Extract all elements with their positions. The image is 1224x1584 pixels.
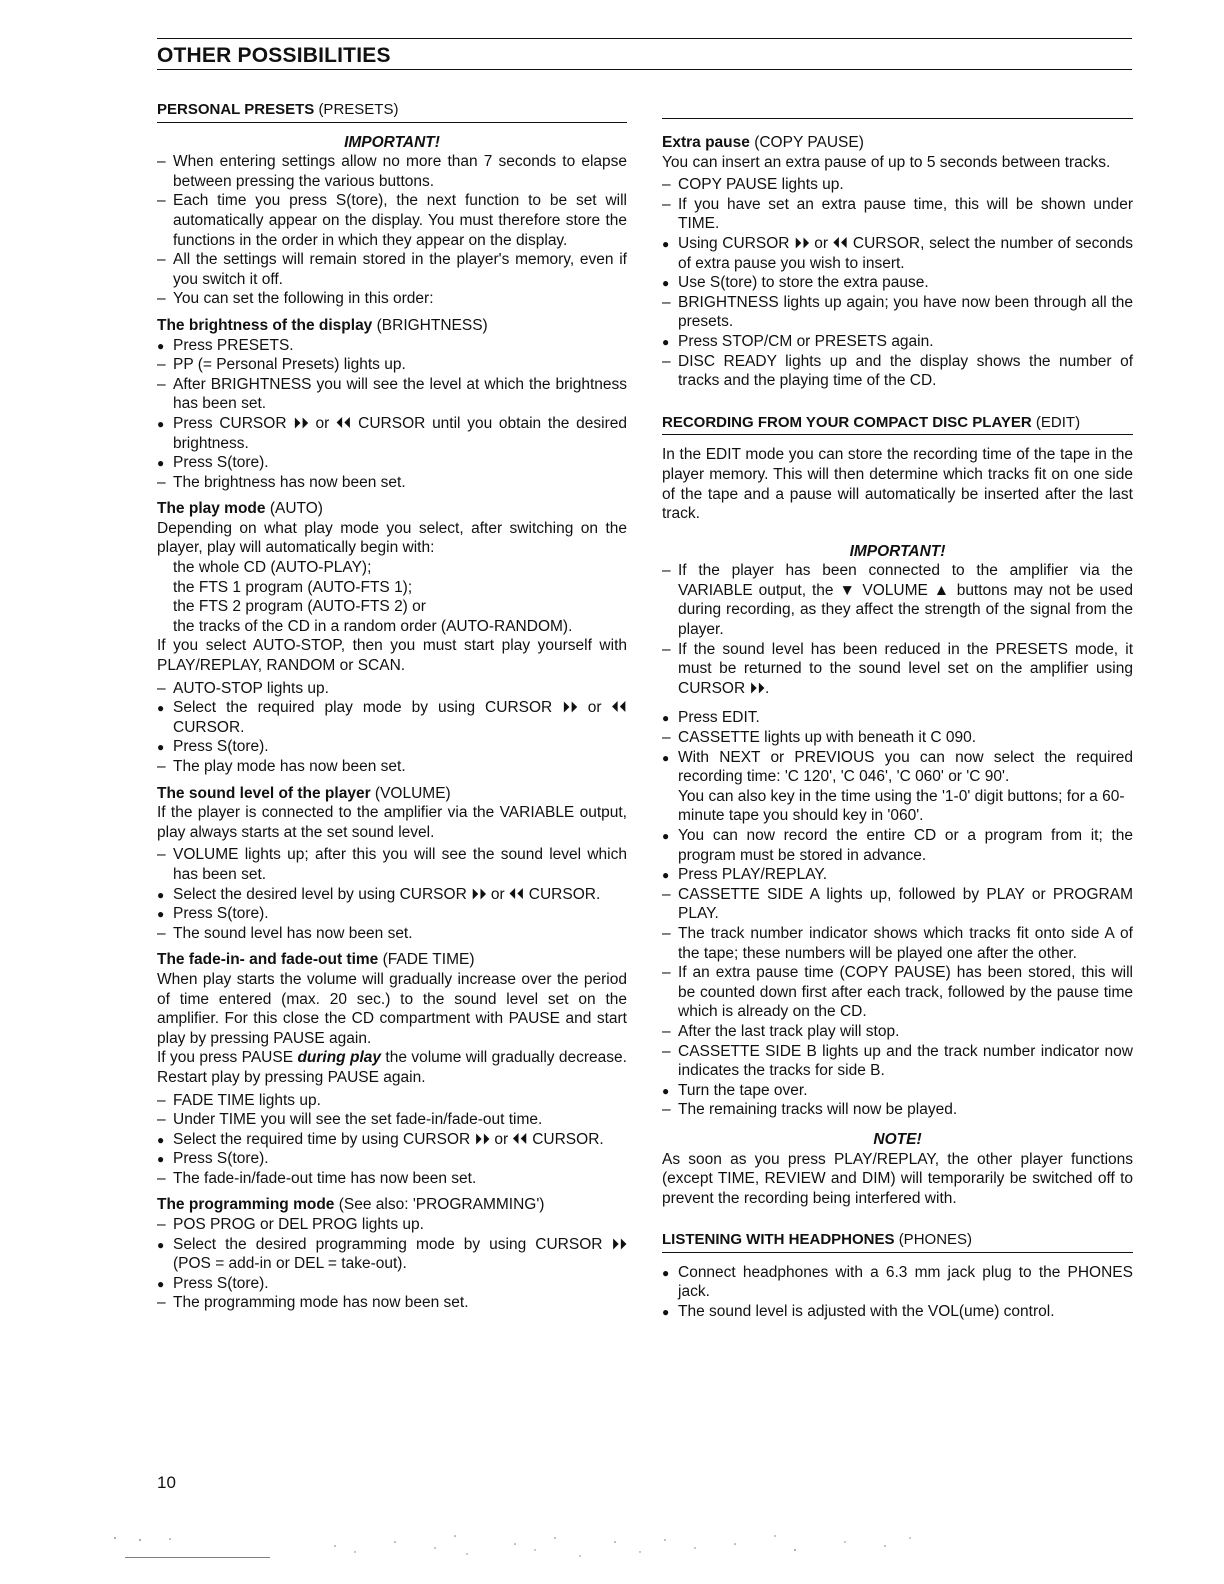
subheading-title: The fade-in- and fade-out time bbox=[157, 951, 379, 969]
play-mode-options bbox=[157, 558, 627, 636]
subheading-subtitle: (VOLUME) bbox=[374, 784, 451, 802]
list-item bbox=[662, 885, 1133, 924]
list-item bbox=[157, 1169, 627, 1189]
title-rule bbox=[157, 69, 1132, 70]
dash-icon bbox=[662, 640, 671, 660]
list-item-text: Select the desired level by using CURSOR ⏵⏵ or ⏴⏴ CURSOR. bbox=[173, 885, 601, 903]
paragraph: You can insert an extra pause of up to 5 seconds between tracks. bbox=[662, 153, 1111, 171]
dash-icon bbox=[662, 561, 671, 581]
programming-steps bbox=[157, 1215, 627, 1313]
list-item-text: VOLUME lights up; after this you will see the sound level which has been set. bbox=[173, 846, 627, 883]
list-item bbox=[662, 1100, 1133, 1120]
list-item-text: the whole CD (AUTO-PLAY); bbox=[173, 559, 372, 577]
bullet-icon bbox=[662, 1263, 669, 1284]
list-item bbox=[157, 355, 627, 375]
list-item bbox=[157, 1149, 627, 1169]
page-title: OTHER POSSIBILITIES bbox=[157, 44, 391, 67]
list-item-text: You can set the following in this order: bbox=[173, 290, 434, 308]
subheading-subtitle: (BRIGHTNESS) bbox=[376, 316, 488, 334]
bullet-icon bbox=[157, 1235, 164, 1256]
list-item-text: Each time you press S(tore), the next function to be set will automatically appear on the display. You must therefore store the functions in the order in which they appear on the display. bbox=[173, 192, 627, 249]
list-item-text: The play mode has now been set. bbox=[173, 758, 406, 775]
list-item-text: Press EDIT. bbox=[678, 709, 760, 727]
bullet-icon bbox=[662, 708, 669, 729]
list-item bbox=[157, 885, 627, 905]
list-item bbox=[157, 453, 627, 473]
dash-icon bbox=[157, 473, 166, 493]
list-item bbox=[157, 578, 627, 598]
subheading-title: Extra pause bbox=[662, 134, 750, 151]
dash-icon bbox=[662, 1100, 671, 1120]
emphasis: during play bbox=[297, 1049, 382, 1067]
list-item-text: DISC READY lights up and the display shows the number of tracks and the playing time of the CD. bbox=[678, 352, 1133, 390]
list-item bbox=[662, 1302, 1133, 1322]
list-item-text: Press S(tore). bbox=[173, 1150, 269, 1168]
dash-icon bbox=[662, 352, 671, 372]
dash-icon bbox=[662, 728, 671, 748]
list-item bbox=[157, 289, 627, 309]
text-run: If you press PAUSE bbox=[157, 1049, 298, 1067]
list-item-text: AUTO-STOP lights up. bbox=[173, 679, 329, 697]
paragraph: When play starts the volume will gradually increase over the period of time entered (max. 20 sec.) to the sound level set on the amplifier. For this close the CD compartment with PAUSE and start play by pressing PAUSE again. bbox=[157, 970, 627, 1047]
list-item-text: Turn the tape over. bbox=[678, 1081, 808, 1099]
bullet-icon bbox=[662, 826, 669, 847]
dash-icon bbox=[157, 924, 166, 944]
list-item bbox=[157, 473, 627, 493]
paragraph bbox=[157, 1048, 627, 1087]
dash-icon bbox=[662, 293, 671, 313]
bullet-icon bbox=[662, 332, 669, 353]
left-column bbox=[157, 100, 627, 1313]
list-item-text: Press PRESETS. bbox=[173, 336, 294, 354]
list-item bbox=[662, 273, 1133, 293]
list-item bbox=[662, 708, 1133, 728]
list-item-text: Press S(tore). bbox=[173, 738, 269, 756]
section-heading-recording bbox=[662, 413, 1133, 436]
list-item-text: The sound level is adjusted with the VOL(ume) control. bbox=[678, 1303, 1055, 1321]
section-title: PERSONAL PRESETS bbox=[157, 101, 315, 118]
list-item-text: Select the required time by using CURSOR ⏵⏵ or ⏴⏴ CURSOR. bbox=[173, 1130, 604, 1148]
list-item bbox=[662, 748, 1133, 787]
bullet-icon bbox=[157, 336, 164, 357]
section-subtitle: (PRESETS) bbox=[318, 101, 399, 118]
bullet-icon bbox=[157, 1274, 164, 1295]
subheading-title: The brightness of the display bbox=[157, 316, 373, 334]
list-item bbox=[157, 679, 627, 699]
subheading-fade-time bbox=[157, 950, 627, 970]
subheading-title: The play mode bbox=[157, 500, 266, 518]
dash-icon bbox=[662, 963, 671, 983]
list-item bbox=[157, 1293, 627, 1313]
paragraph: In the EDIT mode you can store the recording time of the tape in the player memory. This will then determine which tracks fit on one side of the tape and a pause will automatically be inserted after the last track. bbox=[662, 446, 1133, 523]
list-item-text: Select the required play mode by using CURSOR ⏵⏵ or ⏴⏴ CURSOR. bbox=[173, 699, 627, 736]
list-item bbox=[157, 1274, 627, 1294]
list-item bbox=[157, 152, 627, 191]
dash-icon bbox=[157, 1215, 166, 1235]
dash-icon bbox=[662, 1022, 671, 1042]
bullet-icon bbox=[662, 234, 669, 255]
list-item-text: CASSETTE SIDE B lights up and the track number indicator now indicates the tracks for side B. bbox=[678, 1042, 1133, 1080]
subheading-programming bbox=[157, 1195, 627, 1215]
list-item bbox=[157, 757, 627, 777]
brightness-steps bbox=[157, 336, 627, 493]
list-item bbox=[157, 924, 627, 944]
list-item bbox=[662, 728, 1133, 748]
list-item bbox=[662, 332, 1133, 352]
paragraph: If the player is connected to the amplifier via the VARIABLE output, play always starts at the set sound level. bbox=[157, 804, 627, 841]
list-item bbox=[157, 375, 627, 414]
list-item-text: If the player has been connected to the amplifier via the VARIABLE output, the ▼ VOLUME ▲ buttons may not be used during recording, as they affect the strength of the signal from the player. bbox=[678, 562, 1133, 639]
subheading-subtitle: (See also: 'PROGRAMMING') bbox=[338, 1196, 545, 1214]
subheading-subtitle: (AUTO) bbox=[269, 500, 323, 518]
dash-icon bbox=[157, 757, 166, 777]
bullet-icon bbox=[157, 414, 164, 435]
list-item bbox=[157, 1110, 627, 1130]
dash-icon bbox=[157, 375, 166, 395]
note-label: NOTE! bbox=[873, 1130, 922, 1148]
list-item bbox=[662, 865, 1133, 885]
list-item-text: Use S(tore) to store the extra pause. bbox=[678, 274, 929, 292]
bullet-icon bbox=[157, 885, 164, 906]
bullet-icon bbox=[157, 698, 164, 719]
list-item bbox=[662, 1081, 1133, 1101]
list-item-text: With NEXT or PREVIOUS you can now select the required recording time: 'C 120', 'C 046', 'C 060' or 'C 90'. bbox=[678, 748, 1133, 786]
list-item-text: After BRIGHTNESS you will see the level at which the brightness has been set. bbox=[173, 375, 627, 413]
subheading-subtitle: (COPY PAUSE) bbox=[754, 134, 864, 151]
list-item-text: The track number indicator shows which tracks fit onto side A of the tape; these numbers will be played one after the other. bbox=[678, 924, 1133, 962]
list-item bbox=[157, 737, 627, 757]
list-item-text: If the sound level has been reduced in the PRESETS mode, it must be returned to the sound level set on the amplifier using CURSOR ⏵⏵. bbox=[678, 640, 1133, 697]
text-run: the volume will gradually decrease. Restart play by pressing PAUSE again. bbox=[157, 1049, 627, 1086]
list-item bbox=[662, 640, 1133, 699]
list-item-text: the FTS 2 program (AUTO-FTS 2) or bbox=[173, 598, 426, 616]
dash-icon bbox=[157, 1110, 166, 1130]
list-item bbox=[662, 293, 1133, 332]
list-item-text: Select the desired programming mode by using CURSOR ⏵⏵ (POS = add-in or DEL = take-out). bbox=[173, 1235, 627, 1273]
list-item bbox=[662, 195, 1133, 234]
dash-icon bbox=[157, 1293, 166, 1313]
list-item bbox=[157, 414, 627, 453]
page-number: 10 bbox=[157, 1473, 176, 1492]
play-mode-steps bbox=[157, 679, 627, 777]
important-list bbox=[662, 561, 1133, 698]
subheading-title: The sound level of the player bbox=[157, 784, 371, 802]
subheading-play-mode bbox=[157, 499, 627, 519]
dash-icon bbox=[662, 885, 671, 905]
list-item-text: Press S(tore). bbox=[173, 1274, 269, 1292]
bullet-icon bbox=[157, 1130, 164, 1151]
section-rule bbox=[662, 118, 1133, 119]
headphones-steps bbox=[662, 1263, 1133, 1322]
right-column bbox=[662, 118, 1133, 1322]
dash-icon bbox=[157, 191, 166, 211]
list-item-text: The programming mode has now been set. bbox=[173, 1294, 469, 1312]
top-rule bbox=[157, 38, 1132, 39]
subheading-volume bbox=[157, 784, 627, 804]
footer-line bbox=[125, 1557, 270, 1558]
list-item-text: Connect headphones with a 6.3 mm jack plug to the PHONES jack. bbox=[678, 1263, 1133, 1301]
section-title: LISTENING WITH HEADPHONES bbox=[662, 1231, 895, 1249]
subheading-brightness bbox=[157, 316, 627, 336]
bullet-icon bbox=[157, 453, 164, 474]
bullet-icon bbox=[157, 904, 164, 925]
bullet-icon bbox=[662, 1302, 669, 1323]
list-item bbox=[157, 617, 627, 637]
bullet-icon bbox=[662, 748, 669, 769]
paragraph: If you select AUTO-STOP, then you must start play yourself with PLAY/REPLAY, RANDOM or SCAN. bbox=[157, 637, 627, 675]
list-item bbox=[662, 175, 1133, 195]
section-title: RECORDING FROM YOUR COMPACT DISC PLAYER bbox=[662, 413, 1032, 431]
list-item bbox=[662, 1042, 1133, 1081]
list-item bbox=[157, 904, 627, 924]
recording-steps bbox=[662, 708, 1133, 1119]
list-item-text: Press S(tore). bbox=[173, 905, 269, 923]
bullet-icon bbox=[662, 273, 669, 294]
list-item-text: If you have set an extra pause time, this will be shown under TIME. bbox=[678, 195, 1133, 233]
list-item-text: You can also key in the time using the '1-0' digit buttons; for a 60-minute tape you should key in '060'. bbox=[678, 787, 1125, 825]
list-item bbox=[662, 963, 1133, 1022]
list-item-text: If an extra pause time (COPY PAUSE) has been stored, this will be counted down first after each track, followed by the pause time which is already on the CD. bbox=[678, 964, 1133, 1021]
list-item-text: All the settings will remain stored in the player's memory, even if you switch it off. bbox=[173, 251, 627, 288]
paragraph: Depending on what play mode you select, after switching on the player, play will automatically begin with: bbox=[157, 519, 627, 557]
list-item bbox=[157, 597, 627, 617]
subheading-subtitle: (FADE TIME) bbox=[382, 951, 475, 969]
bullet-icon bbox=[662, 865, 669, 886]
list-item-text: CASSETTE SIDE A lights up, followed by PLAY or PROGRAM PLAY. bbox=[678, 885, 1133, 923]
paragraph: As soon as you press PLAY/REPLAY, the other player functions (except TIME, REVIEW and DIM) will temporarily be switched off to prevent the recording being interfered with. bbox=[662, 1150, 1133, 1207]
list-item bbox=[157, 1215, 627, 1235]
list-item-text: CASSETTE lights up with beneath it C 090. bbox=[678, 729, 977, 747]
list-item bbox=[157, 698, 627, 737]
dash-icon bbox=[157, 289, 166, 309]
important-label: IMPORTANT! bbox=[849, 542, 946, 560]
list-item-text: FADE TIME lights up. bbox=[173, 1091, 321, 1109]
list-item-text: When entering settings allow no more than 7 seconds to elapse between pressing the various buttons. bbox=[173, 153, 627, 190]
fade-steps bbox=[157, 1091, 627, 1189]
list-item-text: Under TIME you will see the set fade-in/fade-out time. bbox=[173, 1111, 543, 1129]
extra-pause-steps bbox=[662, 175, 1133, 391]
list-item bbox=[662, 787, 1133, 826]
list-item-text: the FTS 1 program (AUTO-FTS 1); bbox=[173, 578, 413, 596]
list-item bbox=[157, 558, 627, 578]
list-item-text: Press PLAY/REPLAY. bbox=[678, 866, 828, 884]
dash-icon bbox=[662, 924, 671, 944]
list-item bbox=[157, 1130, 627, 1150]
subheading-extra-pause bbox=[662, 133, 1133, 153]
bullet-icon bbox=[157, 1149, 164, 1170]
list-item bbox=[157, 845, 627, 884]
list-item-text: COPY PAUSE lights up. bbox=[678, 176, 844, 194]
list-item-text: BRIGHTNESS lights up again; you have now been through all the presets. bbox=[678, 293, 1133, 331]
list-item-text: Press S(tore). bbox=[173, 454, 269, 472]
subheading-title: The programming mode bbox=[157, 1196, 335, 1214]
list-item-text: PP (= Personal Presets) lights up. bbox=[173, 356, 406, 374]
list-item bbox=[662, 1263, 1133, 1302]
list-item bbox=[157, 250, 627, 289]
dash-icon bbox=[662, 1042, 671, 1062]
list-item-text: POS PROG or DEL PROG lights up. bbox=[173, 1216, 424, 1234]
volume-steps bbox=[157, 845, 627, 943]
dash-icon bbox=[157, 679, 166, 699]
dash-icon bbox=[157, 152, 166, 172]
list-item-text: The remaining tracks will now be played. bbox=[678, 1101, 958, 1119]
list-item-text: The brightness has now been set. bbox=[173, 473, 406, 491]
list-item bbox=[662, 1022, 1133, 1042]
dash-icon bbox=[662, 175, 671, 195]
dash-icon bbox=[157, 845, 166, 865]
bullet-icon bbox=[157, 737, 164, 758]
bullet-icon bbox=[662, 1081, 669, 1102]
list-item-text: Press CURSOR ⏵⏵ or ⏴⏴ CURSOR until you obtain the desired brightness. bbox=[173, 414, 627, 452]
list-item-text: The sound level has now been set. bbox=[173, 924, 413, 942]
scan-speckles bbox=[95, 1528, 925, 1568]
dash-icon bbox=[157, 250, 166, 270]
list-item bbox=[157, 336, 627, 356]
section-subtitle: (PHONES) bbox=[898, 1231, 973, 1249]
dash-icon bbox=[157, 1169, 166, 1189]
list-item bbox=[157, 1235, 627, 1274]
important-list bbox=[157, 152, 627, 309]
section-subtitle: (EDIT) bbox=[1035, 413, 1081, 431]
list-item bbox=[662, 352, 1133, 391]
list-item-text: Using CURSOR ⏵⏵ or ⏴⏴ CURSOR, select the number of seconds of extra pause you wish to insert. bbox=[678, 234, 1133, 272]
list-item bbox=[157, 191, 627, 250]
list-item bbox=[662, 826, 1133, 865]
list-item-text: After the last track play will stop. bbox=[678, 1022, 900, 1040]
list-item bbox=[662, 234, 1133, 273]
list-item bbox=[662, 924, 1133, 963]
section-heading-headphones bbox=[662, 1230, 1133, 1253]
list-item-text: the tracks of the CD in a random order (AUTO-RANDOM). bbox=[173, 617, 573, 635]
list-item bbox=[662, 561, 1133, 639]
dash-icon bbox=[662, 195, 671, 215]
important-label: IMPORTANT! bbox=[344, 133, 440, 151]
dash-icon bbox=[157, 355, 166, 375]
list-item bbox=[157, 1091, 627, 1111]
list-item-text: Press STOP/CM or PRESETS again. bbox=[678, 332, 934, 350]
list-item-text: You can now record the entire CD or a program from it; the program must be stored in advance. bbox=[678, 827, 1133, 864]
section-heading-personal-presets bbox=[157, 100, 627, 123]
list-item-text: The fade-in/fade-out time has now been set. bbox=[173, 1169, 477, 1187]
dash-icon bbox=[157, 1091, 166, 1111]
